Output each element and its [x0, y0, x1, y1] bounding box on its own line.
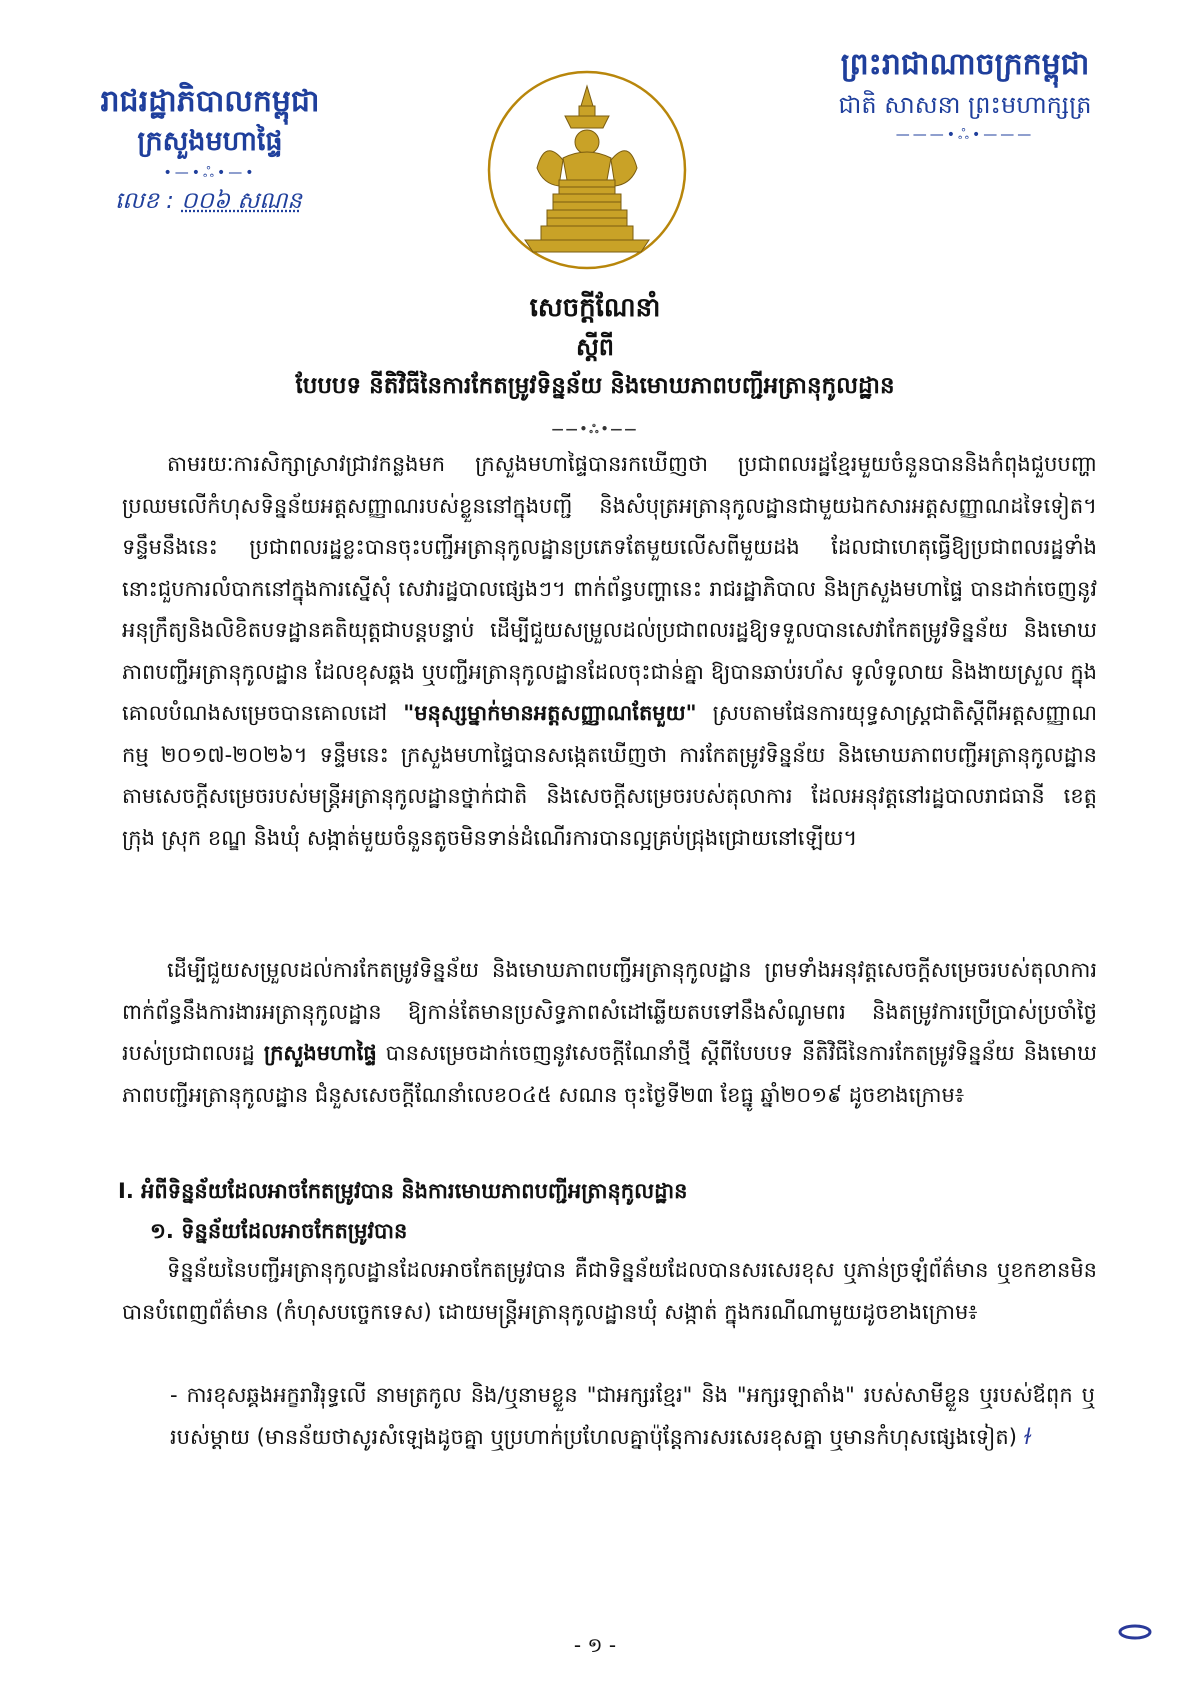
header-ornament-right: ———•ஃ•———: [895, 127, 1035, 143]
document-title-about: ស្ដីពី: [575, 333, 615, 361]
paragraph-intro-rest: ស្របតាមផែនការយុទ្ធសាស្ត្រជាតិស្ដីពីអត្តសញ្ញាណកម្ម ២០១៧-២០២៦។ ទន្ទឹមនេះ ក្រសួងមហាផ្ទៃបានសង្កេតឃើញថា ការកែតម្រូវទិន្នន័យ និងមោឃភាពបញ្ជីអត្រានុកូលដ្ឋានតាមសេចក្ដីសម្រេចរបស់មន្ត្រីអត្រានុកូលដ្ឋានថ្នាក់ជាតិ និងសេចក្ដីសម្រេចរបស់តុលាការ ដែលអនុវត្តនៅរដ្ឋបាលរាជធានី ខេត្ត ក្រុង ស្រុក ខណ្ឌ និងឃុំ សង្កាត់មួយចំនួនតូចមិនទាន់ដំណើរការបានល្អគ្រប់ជ្រុងជ្រោយនៅឡើយ។: [122, 701, 1097, 850]
pen-mark-icon: [1118, 1623, 1152, 1641]
paragraph-purpose-text: ដើម្បីជួយសម្រួលដល់ការកែតម្រូវទិន្នន័យ និងមោឃភាពបញ្ជីអត្រានុកូលដ្ឋាន ព្រមទាំងអនុវត្តសេចក្ដីសម្រេចរបស់តុលាការពាក់ព័ន្ធនឹងការងារអត្រានុកូលដ្ឋាន ឱ្យកាន់តែមានប្រសិទ្ធភាពសំដៅឆ្លើយតបទៅនឹងសំណូមពរ និងតម្រូវការប្រើប្រាស់ប្រចាំថ្ងៃរបស់ប្រជាពលរដ្ឋ: [122, 958, 1097, 1065]
title-ornament: ——•ஃ•——: [551, 422, 639, 436]
paragraph-purpose: [122, 950, 1097, 1116]
header-ornament-left: •—•ஃ•—•: [163, 165, 257, 181]
royal-emblem-icon: [485, 68, 690, 273]
reference-number: [70, 184, 350, 218]
subsection-heading-1: ១. ទិន្នន័យដែលអាចកែតម្រូវបាន: [150, 1219, 408, 1243]
page-number: - ១ -: [573, 1633, 617, 1657]
paragraph-intro-emphasis: "មនុស្សម្នាក់មានអត្តសញ្ញាណតែមួយ": [403, 701, 697, 725]
paragraph-purpose-rest: បានសម្រេចដាក់ចេញនូវសេចក្ដីណែនាំថ្មី ស្ដីពីបែបបទ នីតិវិធីនៃការកែតម្រូវទិន្នន័យ និងមោឃភាពបញ្ជីអត្រានុកូលដ្ឋាន ជំនួសសេចក្ដីណែនាំលេខ០៤៥ សណន ចុះថ្ងៃទី២៣ ខែធ្នូ ឆ្នាំ២០១៩ ដូចខាងក្រោម៖: [122, 1041, 1097, 1107]
initial-mark-icon: ɫ: [1023, 1424, 1032, 1449]
reference-label: លេខ :: [115, 188, 174, 214]
paragraph-intro: [122, 444, 1097, 859]
paragraph-correctable-data: ទិន្នន័យនៃបញ្ជីអត្រានុកូលដ្ឋានដែលអាចកែតម្រូវបាន គឺជាទិន្នន័យដែលបានសរសេរខុស ឬភាន់ច្រឡំព័ត៌មាន ឬខកខានមិនបានបំពេញព័ត៌មាន (កំហុសបច្ចេកទេស) ដោយមន្ត្រីអត្រានុកូលដ្ឋានឃុំ សង្កាត់ ក្នុងករណីណាមួយដូចខាងក្រោម៖: [122, 1258, 1097, 1324]
government-name: រាជរដ្ឋាភិបាលកម្ពុជា: [100, 84, 320, 119]
ministry-header: [70, 82, 350, 218]
ministry-name: ក្រសួងមហាផ្ទៃ: [137, 126, 283, 157]
kingdom-header: [800, 45, 1130, 145]
kingdom-name: ព្រះរាជាណាចក្រកម្ពុជា: [840, 47, 1090, 82]
bullet-text: - ការខុសឆ្គងអក្ខរាវិរុទ្ធលើ នាមត្រកូល និង/ឬនាមខ្លួន "ជាអក្សរខ្មែរ" និង "អក្សរឡាតាំង" របស់សាមីខ្លួន ឬរបស់ឪពុក ឬរបស់ម្ដាយ (មានន័យថាសូរសំឡេងដូចគ្នា ឬប្រហាក់ប្រហែលគ្នាប៉ុន្តែការសរសេរខុសគ្នា ឬមានកំហុសផ្សេងទៀត): [170, 1383, 1095, 1449]
reference-value: ០០៦ សណន: [181, 188, 302, 214]
list-item: [170, 1375, 1095, 1458]
national-motto: ជាតិ សាសនា ព្រះមហាក្សត្រ: [838, 91, 1092, 119]
paragraph-intro-text: តាមរយៈការសិក្សាស្រាវជ្រាវកន្លងមក ក្រសួងមហាផ្ទៃបានរកឃើញថា ប្រជាពលរដ្ឋខ្មែរមួយចំនួនបាននិងកំពុងជួបបញ្ហាប្រឈមលើកំហុសទិន្នន័យអត្តសញ្ញាណរបស់ខ្លួននៅក្នុងបញ្ជី និងសំបុត្រអត្រានុកូលដ្ឋានជាមួយឯកសារអត្តសញ្ញាណដទៃទៀត។ ទន្ទឹមនឹងនេះ ប្រជាពលរដ្ឋខ្លះបានចុះបញ្ជីអត្រានុកូលដ្ឋានប្រភេទតែមួយលើសពីមួយដង ដែលជាហេតុធ្វើឱ្យប្រជាពលរដ្ឋទាំងនោះជួបការលំបាកនៅក្នុងការស្នើសុំ សេវារដ្ឋបាលផ្សេងៗ។ ពាក់ព័ន្ធបញ្ហានេះ រាជរដ្ឋាភិបាល និងក្រសួងមហាផ្ទៃ បានដាក់ចេញនូវអនុក្រឹត្យនិងលិខិតបទដ្ឋានគតិយុត្តជាបន្តបន្ទាប់ ដើម្បីជួយសម្រួលដល់ប្រជាពលរដ្ឋឱ្យទទួលបានសេវាកែតម្រូវទិន្នន័យ និងមោឃភាពបញ្ជីអត្រានុកូលដ្ឋាន ដែលខុសឆ្គង ឬបញ្ជីអត្រានុកូលដ្ឋានដែលចុះជាន់គ្នា ឱ្យបានឆាប់រហ័ស ទូលំទូលាយ និងងាយស្រួល ក្នុងគោលបំណងសម្រេចបានគោលដៅ: [122, 452, 1097, 725]
section-heading-1: I. អំពីទិន្នន័យដែលអាចកែតម្រូវបាន និងការមោឃភាពបញ្ជីអត្រានុកូលដ្ឋាន: [118, 1179, 688, 1203]
document-title: សេចក្ដីណែនាំ: [529, 293, 661, 323]
paragraph-purpose-emphasis: ក្រសួងមហាផ្ទៃ: [263, 1041, 377, 1065]
document-subject: បែបបទ នីតិវិធីនៃការកែតម្រូវទិន្នន័យ និងមោឃភាពបញ្ជីអត្រានុកូលដ្ឋាន: [295, 373, 895, 399]
